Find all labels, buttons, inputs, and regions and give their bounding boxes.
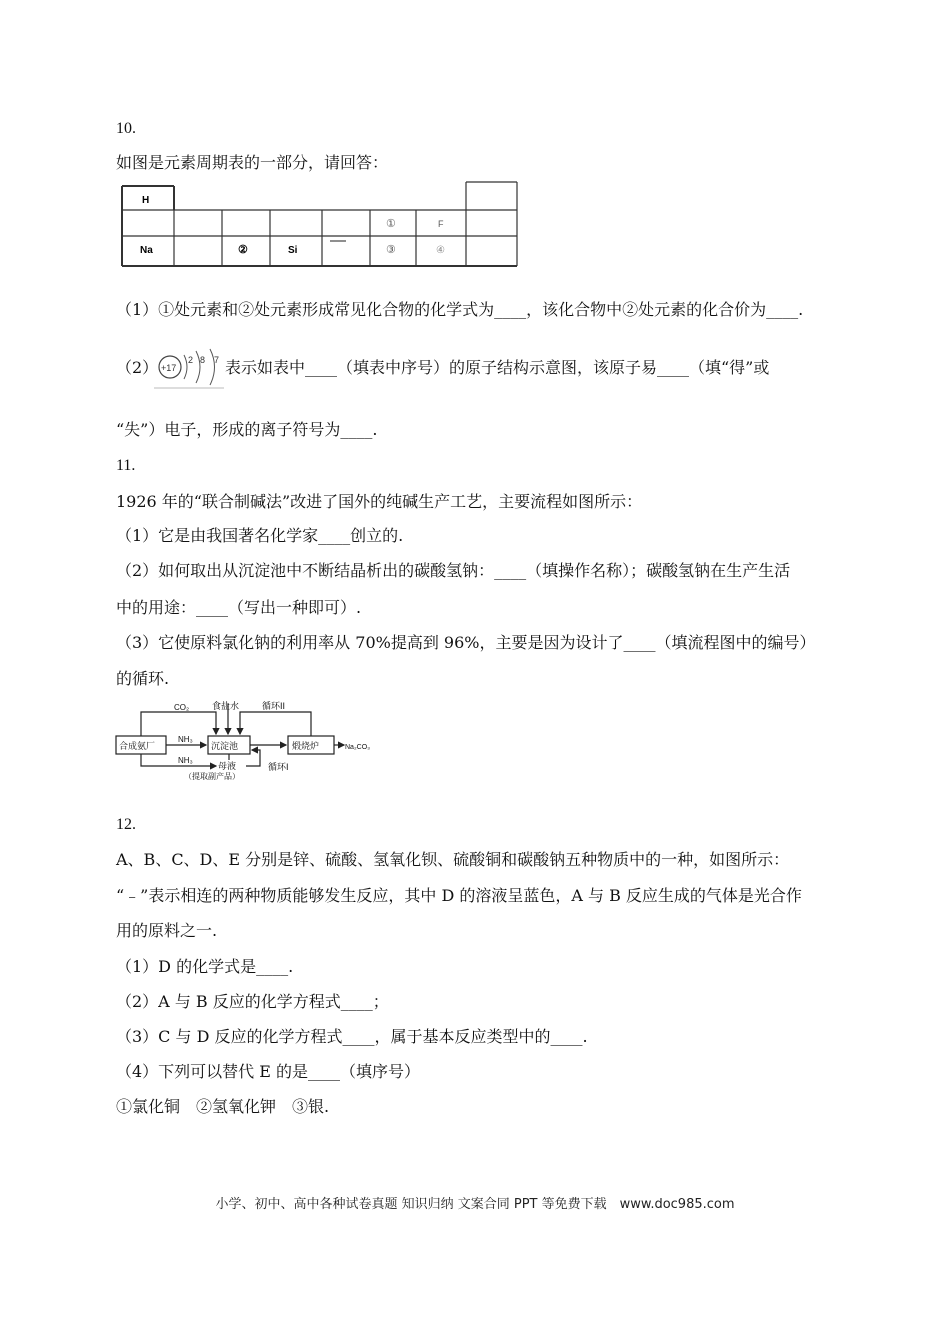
question-11-intro: 1926 年的“联合制碱法”改进了国外的纯碱生产工艺，主要流程如图所示： [116,492,643,511]
soda-process-flowchart [112,700,371,781]
shell-2-count: 8 [200,355,206,365]
node-settling-tank: 沉淀池 [211,741,239,751]
page-footer: 小学、初中、高中各种试卷真题 知识归纳 文案合同 PPT 等免费下载 www.doc985.com [215,1197,735,1212]
question-11-part-3-cont: 的循环. [116,669,170,688]
label-brine: 食盐水 [212,701,240,711]
question-10-part-2-cont: “失”）电子，形成的离子符号为____. [116,420,378,439]
question-12-intro-line-3: 用的原料之一. [116,921,218,940]
question-12-intro-line-2: “﹣”表示相连的两种物质能够发生反应，其中 D 的溶液呈蓝色，A 与 B 反应生成的气体是光合作 [116,886,802,905]
cell-marker-4: ④ [436,245,445,256]
question-10-number: 10. [116,120,136,137]
label-nh3-top: NH₃ [178,735,193,744]
question-12-part-2: （2）A 与 B 反应的化学方程式____； [116,992,389,1011]
question-11-number: 11. [116,457,136,474]
node-sodium-carbonate: Na₂CO₃ [345,744,371,751]
question-12-intro-line-1: A、B、C、D、E 分别是锌、硫酸、氢氧化钡、硫酸铜和碳酸钠五种物质中的一种，如图所示： [116,850,790,869]
question-11-part-2: （2）如何取出从沉淀池中不断结晶析出的碳酸氢钠：____（填操作名称）；碳酸氢钠在生产生活 [116,561,791,580]
cell-marker-1: ① [386,218,396,230]
question-10-intro: 如图是元素周期表的一部分，请回答： [116,153,389,172]
label-cycle-1: 循环I [268,762,289,772]
question-12-part-4: （4）下列可以替代 E 的是____（填序号） [116,1062,421,1081]
question-11-part-1: （1）它是由我国著名化学家____创立的. [116,526,404,545]
cell-h: H [142,195,150,206]
cell-si: Si [288,245,298,256]
question-10-part-2-label: （2） [116,358,159,377]
atom-structure-diagram [154,347,226,389]
cell-marker-3: ③ [386,244,396,256]
label-nh3-bottom: NH₃ [178,756,193,765]
cell-marker-2: ② [238,244,248,256]
question-12-number: 12. [116,816,136,833]
cell-na: Na [140,245,153,256]
shell-1-count: 2 [188,355,194,365]
question-10-part-2-text: 表示如表中____（填表中序号）的原子结构示意图，该原子易____（填“得”或 [225,358,770,377]
question-10-part-1: （1）①处元素和②处元素形成常见化合物的化学式为____，该化合物中②处元素的化合价为____. [116,300,804,319]
label-cycle-2: 循环II [262,701,286,711]
label-byproduct: （提取副产品） [184,772,240,781]
question-12-part-1: （1）D 的化学式是____. [116,957,294,976]
question-11-part-3: （3）它使原料氯化钠的利用率从 70%提高到 96%，主要是因为设计了____（填流程图中的编号） [116,633,816,652]
cell-f: F [438,219,444,229]
node-mother-liquor: 母液 [218,761,237,771]
nucleus-charge: +17 [161,363,177,373]
shell-3-count: 7 [214,355,220,365]
node-ammonia-plant: 合成氨厂 [119,741,156,751]
question-11-part-2-cont: 中的用途：____（写出一种即可）. [116,598,362,617]
node-calciner: 煅烧炉 [292,741,320,751]
periodic-table-fragment [120,182,520,270]
question-12-part-3: （3）C 与 D 反应的化学方程式____，属于基本反应类型中的____. [116,1027,588,1046]
question-12-options: ①氯化铜 ②氢氧化钾 ③银. [116,1097,330,1116]
label-co2: CO₂ [174,703,190,712]
